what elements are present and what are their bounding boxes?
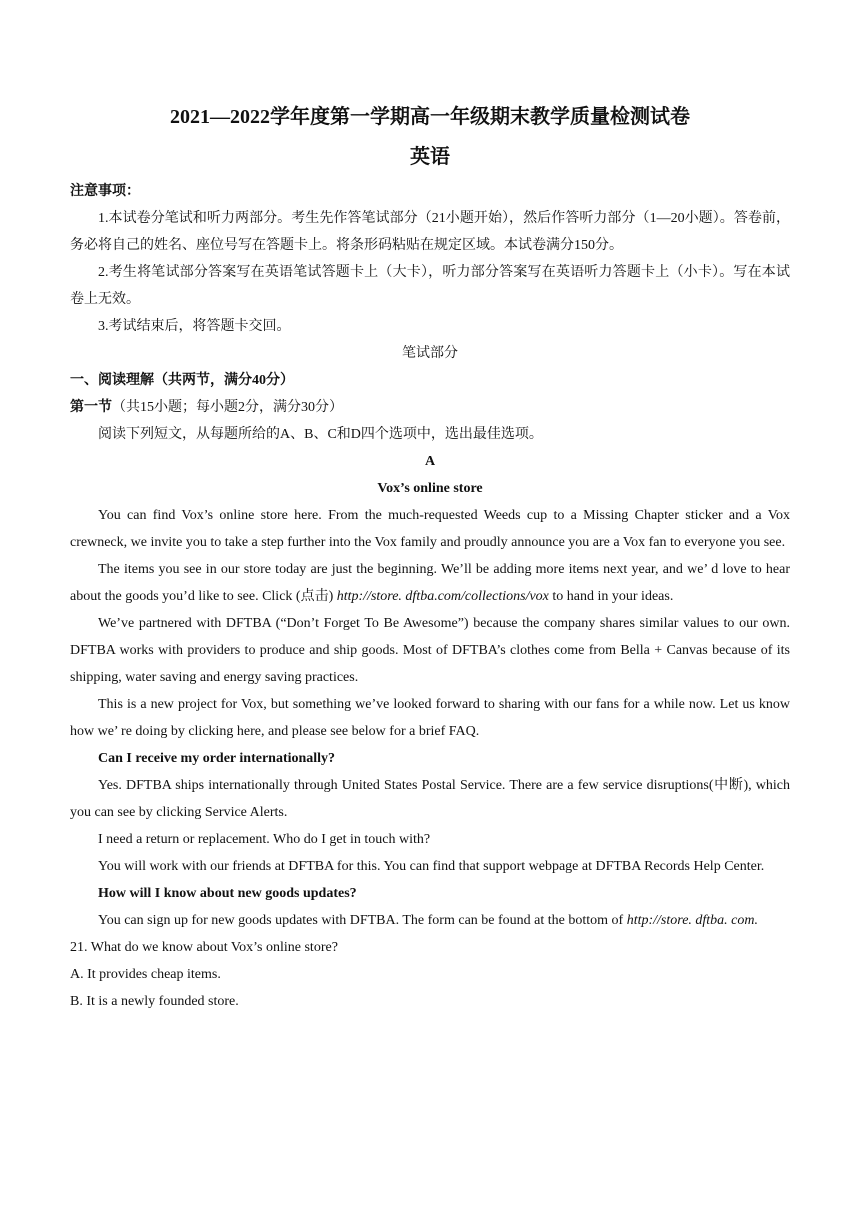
dftba-link: http://store. dftba. com. bbox=[626, 913, 759, 928]
subsection-heading bbox=[70, 394, 790, 421]
faq-question-1: Can I receive my order internationally? bbox=[98, 751, 336, 766]
a3-text: You can sign up for new goods updates with DFTBA. The form can be found at the bottom of bbox=[98, 913, 627, 928]
exam-title: 2021—2022学年度第一学期高一年级期末教学质量检测试卷 bbox=[170, 106, 690, 128]
passage-paragraph-4: This is a new project for Vox, but something we’ve looked forward to sharing with our fans for a while now. Let us know how we’ re doing by clicking here, and please see below for a brief FAQ. bbox=[70, 697, 790, 739]
passage-paragraph-1: You can find Vox’s online store here. From the much-requested Weeds cup to a Missing Chapter sticker and a Vox crewneck, we invite you to take a step further into the Vox family and proudly announce you are a Vox fan to everyone you see. bbox=[70, 508, 790, 550]
subject-title: 英语 bbox=[410, 146, 450, 168]
passage-paragraph-3: We’ve partnered with DFTBA (“Don’t Forget To Be Awesome”) because the company shares similar values to our own. DFTBA works with providers to produce and ship goods. Most of DFTBA’s clothes come from Bella + Canvas because of its shipping, water saving and energy saving practices. bbox=[70, 616, 790, 685]
faq-question-3: How will I know about new goods updates? bbox=[98, 886, 357, 901]
passage-label: A bbox=[424, 454, 436, 469]
passage-paragraph-2 bbox=[70, 556, 790, 610]
notice-item-2: 2.考生将笔试部分答案写在英语笔试答题卡上（大卡），听力部分答案写在英语听力答题卡上（小卡）。写在本试卷上无效。 bbox=[70, 265, 790, 307]
question-21-option-a: A. It provides cheap items. bbox=[70, 967, 221, 982]
part-title: 笔试部分 bbox=[402, 346, 458, 361]
p2-text-after: to hand in your ideas. bbox=[548, 589, 674, 604]
p2-text-before: The items you see in our store today are just the beginning. We’ll be adding more items next year, and we’ d love to hear about the goods you’d like to see. Click (点击) bbox=[70, 562, 790, 604]
notice-item-1: 1.本试卷分笔试和听力两部分。考生先作答笔试部分（21小题开始），然后作答听力部分（1—20小题）。答卷前，务必将自己的姓名、座位号写在答题卡上。将条形码粘贴在规定区域。本试卷满分150分。 bbox=[70, 211, 790, 253]
faq-answer-1: Yes. DFTBA ships internationally through United States Postal Service. There are a few service disruptions(中断), which you can see by clicking Service Alerts. bbox=[70, 778, 790, 820]
question-21-option-b: B. It is a newly founded store. bbox=[70, 994, 239, 1009]
faq-answer-2: You will work with our friends at DFTBA for this. You can find that support webpage at DFTBA Records Help Center. bbox=[98, 859, 765, 874]
faq-answer-3 bbox=[70, 907, 790, 934]
section-instruction: 阅读下列短文，从每题所给的A、B、C和D四个选项中，选出最佳选项。 bbox=[98, 427, 543, 442]
subsection-detail: （共15小题；每小题2分，满分30分） bbox=[112, 400, 343, 415]
store-link: http://store. dftba.com/collections/vox bbox=[336, 589, 549, 604]
notice-heading: 注意事项： bbox=[70, 184, 140, 199]
passage-title: Vox’s online store bbox=[377, 481, 483, 496]
subsection-label: 第一节 bbox=[70, 400, 112, 415]
question-21-stem: 21. What do we know about Vox’s online store? bbox=[70, 940, 338, 955]
section-heading: 一、阅读理解（共两节，满分40分） bbox=[70, 373, 294, 388]
notice-item-3: 3.考试结束后，将答题卡交回。 bbox=[98, 319, 291, 334]
faq-question-2: I need a return or replacement. Who do I get in touch with? bbox=[98, 832, 431, 847]
